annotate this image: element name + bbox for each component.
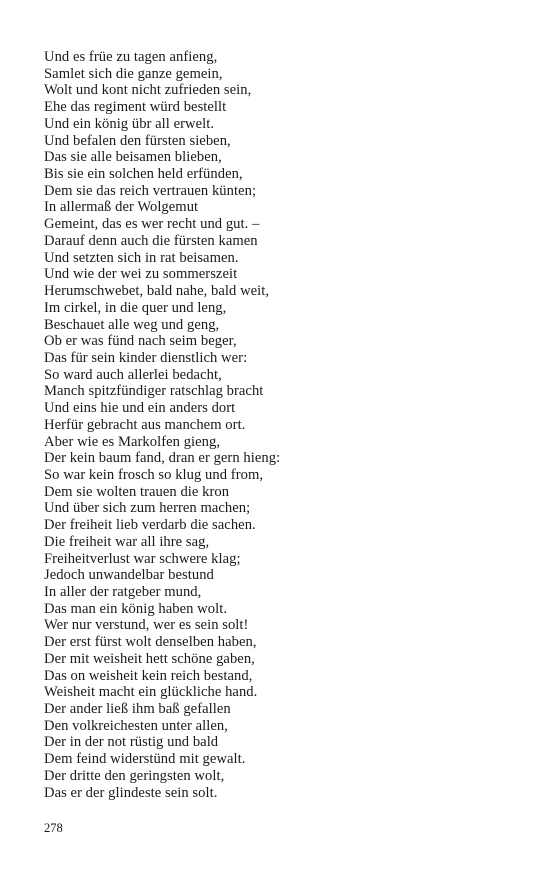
poem-line: Das für sein kinder dienstlich wer: (44, 349, 248, 366)
poem-line: Manch spitzfündiger ratschlag bracht (44, 383, 264, 400)
poem-line: Dem feind widerstünd mit gewalt. (44, 751, 246, 768)
poem-line: Und es früe zu tagen anfieng, (44, 49, 218, 65)
poem-line: Beschauet alle weg und geng, (44, 316, 220, 333)
poem-line: Wolt und kont nicht zufrieden sein, (44, 82, 252, 99)
poem-line: Dem sie das reich vertrauen künten; (44, 182, 257, 199)
poem-line: Und wie der wei zu sommerszeit (44, 266, 238, 283)
poem-text (44, 49, 280, 801)
poem-line: So ward auch allerlei bedacht, (44, 366, 222, 383)
poem-line: In allermaß der Wolgemut (44, 199, 199, 216)
poem-line: Darauf denn auch die fürsten kamen (44, 232, 258, 249)
page-number: 278 (44, 821, 63, 835)
poem-line: Und befalen den fürsten sieben, (44, 132, 231, 149)
poem-line: Bis sie ein solchen held erfünden, (44, 166, 243, 183)
poem-line: Der kein baum fand, dran er gern hieng: (44, 450, 281, 467)
poem-line: Und über sich zum herren machen; (44, 500, 251, 517)
poem-line: Die freiheit war all ihre sag, (44, 533, 210, 550)
poem-line: Ob er was fünd nach seim beger, (44, 333, 237, 350)
poem-line: Weisheit macht ein glückliche hand. (44, 684, 258, 701)
poem-line: Herfür gebracht aus manchem ort. (44, 416, 246, 433)
poem-line: Der freiheit lieb verdarb die sachen. (44, 517, 256, 534)
poem-line: So war kein frosch so klug und from, (44, 466, 264, 483)
poem-line: Jedoch unwandelbar bestund (44, 567, 214, 584)
poem-line: Das sie alle beisamen blieben, (44, 149, 222, 166)
poem-line: Und setzten sich in rat beisamen. (44, 249, 239, 266)
poem-line: Gemeint, das es wer recht und gut. – (44, 216, 260, 233)
poem-line: Herumschwebet, bald nahe, bald weit, (44, 283, 270, 300)
poem-line: Wer nur verstund, wer es sein solt! (44, 617, 249, 634)
poem-line: Der ander ließ ihm baß gefallen (44, 701, 231, 718)
poem-line: Das er der glindeste sein solt. (44, 784, 218, 801)
poem-line: Das man ein könig haben wolt. (44, 600, 228, 617)
poem-line: Freiheitverlust war schwere klag; (44, 550, 241, 567)
poem-line: Der in der not rüstig und bald (44, 734, 219, 751)
poem-line: Den volkreichesten unter allen, (44, 717, 228, 734)
poem-line: Und eins hie und ein anders dort (44, 400, 236, 417)
poem-line: Im cirkel, in die quer und leng, (44, 299, 227, 316)
poem-line: In aller der ratgeber mund, (44, 584, 202, 600)
poem-line: Und ein könig übr all erwelt. (44, 115, 215, 132)
poem-line: Aber wie es Markolfen gieng, (44, 433, 221, 450)
poem-line: Der dritte den geringsten wolt, (44, 767, 225, 784)
poem-line: Das on weisheit kein reich bestand, (44, 667, 253, 684)
poem-line: Der mit weisheit hett schöne gaben, (44, 650, 255, 667)
poem-line: Der erst fürst wolt denselben haben, (44, 634, 257, 651)
poem-line: Dem sie wolten trauen die kron (44, 483, 230, 500)
poem-line: Ehe das regiment würd bestellt (44, 99, 227, 116)
poem-line: Samlet sich die ganze gemein, (44, 65, 223, 82)
